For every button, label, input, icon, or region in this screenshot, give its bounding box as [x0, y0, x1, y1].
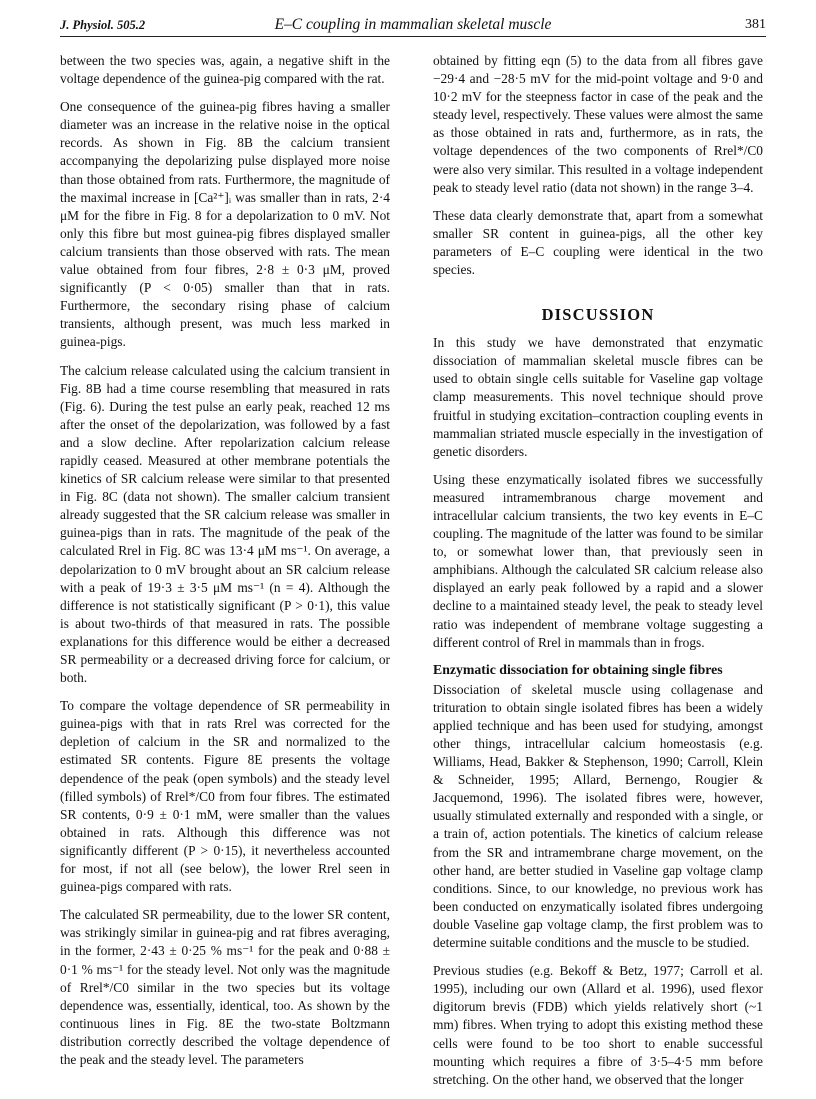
running-header — [60, 14, 766, 37]
paragraph: obtained by fitting eqn (5) to the data from all fibres gave −29·4 and −28·5 mV for the mid-point voltage and 9·0 and 10·2 mV for the steepness factor in case of the peak and the steady level, respectively. These values were almost the same as those obtained in rats and, furthermore, as in rats, the voltage dependences of the two components of Rrel*/C0 were also very similar. This resulted in a voltage independent peak to steady level ratio (data not shown) in the range 3–4. — [433, 53, 763, 195]
paragraph: Using these enzymatically isolated fibres we successfully measured intramembranous charge movement and intracellular calcium transients, the two key events in E–C coupling. The magnitude of the latter was found to be similar to, or somewhat lower than, that previously seen in amphibians. Although the calculated SR calcium release also displayed an early peak followed by a rapid and a slower decline to a maintained steady level, the peak to steady level ratio was independent of membrane voltage suggesting a different control of Rrel in mammals than in frogs. — [433, 471, 763, 650]
paragraph: To compare the voltage dependence of SR permeability in guinea-pigs with that in rats Rrel was corrected for the depletion of calcium in the SR and normalized to the estimated SR contents. Figure 8E presents the voltage dependence of the peak (open symbols) and the steady level (filled symbols) of Rrel*/C0 from four fibres. The estimated SR contents, 0·9 ± 0·1 mM, were smaller than the values obtained in rats. Although this difference was not significantly different (P > 0·15), it nevertheless accounted for most, if not all (see below), the lower Rrel seen in guinea-pigs compared with rats. — [60, 698, 390, 895]
discussion-heading: DISCUSSION — [541, 305, 655, 325]
paragraph: One consequence of the guinea-pig fibres having a smaller diameter was an increase in the relative noise in the optical records. As shown in Fig. 8B the calcium transient accompanying the depolarizing pulse displayed more noise than those obtained from rats. Furthermore, the magnitude of the maximal increase in [Ca²⁺]ᵢ was smaller than in rats, 2·4 μM for the fibre in Fig. 8 for a depolarization to 0 mV. Not only this fibre but most guinea-pig fibres displayed smaller calcium transients than those observed with rats. The mean value obtained from four fibres, 2·8 ± 0·3 μM, proved significantly (P < 0·05) smaller than that in rats. Furthermore, the secondary rising phase of calcium transients, although present, was much less marked in guinea-pigs. — [60, 99, 390, 350]
page-number: 381 — [745, 17, 766, 32]
paragraph: In this study we have demonstrated that enzymatic dissociation of mammalian skeletal muscle fibres can be used to obtain single cells suitable for Vaseline gap voltage clamp measurements. This novel technique should prove fruitful in studying excitation–contraction coupling events in mammalian striated muscle especially in the investigation of genetic disorders. — [433, 335, 763, 459]
paragraph: These data clearly demonstrate that, apart from a somewhat smaller SR content in guinea-pigs, all the other key parameters of E–C coupling were identical in the two species. — [433, 207, 763, 278]
right-column — [433, 52, 763, 1099]
paragraph: Previous studies (e.g. Bekoff & Betz, 1977; Carroll et al. 1995), including our own (Allard et al. 1996), used flexor digitorum brevis (FDB) which yields relatively short (~1 mm) fibres. When trying to adopt this existing method these cells were found to be too short to enable successful mounting which requires a fibre of 3·5–4·5 mm before stretching. On the other hand, we observed that the longer — [433, 963, 763, 1087]
paragraph: between the two species was, again, a negative shift in the voltage dependence of the guinea-pig compared with the rat. — [60, 53, 390, 87]
left-column — [60, 52, 390, 1079]
section-subheading: Enzymatic dissociation for obtaining single fibres — [433, 661, 723, 677]
paragraph: The calculated SR permeability, due to the lower SR content, was strikingly similar in guinea-pig and rat fibres averaging, in the former, 2·43 ± 0·25 % ms⁻¹ for the peak and 0·88 ± 0·1 % ms⁻¹ for the steady level. Not only was the magnitude of Rrel*/C0 similar in the two species but its voltage dependence was, essentially, identical, too. As shown by the continuous lines in Fig. 8E the two-state Boltzmann distribution correctly described the voltage dependence of the peak and the steady level. The parameters — [60, 907, 390, 1067]
paragraph: The calcium release calculated using the calcium transient in Fig. 8B had a time course resembling that measured in rats (Fig. 6). During the test pulse an early peak, reached 12 ms after the onset of the depolarization, was followed by a fast and a slow decline. After repolarization calcium release rapidly ceased. Measured at other membrane potentials the kinetics of SR calcium release were similar to that presented in Fig. 8C (data not shown). The smaller calcium transient already suggested that the SR calcium release was smaller in guinea-pigs than in rats. The magnitude of the peak of the calculated Rrel in Fig. 8C was 13·4 μM ms⁻¹. On average, a depolarization to 0 mV brought about an SR calcium release with a peak of 19·3 ± 3·5 μM ms⁻¹ (n = 4). Although the difference is not statistically significant (P > 0·1), this value is about two-thirds of that measured in rats. The possible explanations for this difference would be either a decreased SR permeability or a decreased driving force for calcium, or both. — [60, 362, 390, 686]
paragraph: Dissociation of skeletal muscle using collagenase and trituration to obtain single isolated fibres has been a widely applied technique and has been used for studying, amongst other things, intracellular calcium homeostasis (e.g. Williams, Head, Bakker & Stephenson, 1990; Carroll, Klein & Schneider, 1995; Allard, Bernengo, Rougier & Jacquemond, 1996). The isolated fibres were, however, usually stimulated externally and responded with a single, or a train of, action potentials. The kinetics of calcium release from the SR and intramembrane charge movement, on the other hand, are better studied in Vaseline gap voltage clamp conditions. Since, to our knowledge, no previous work has been conducted on enzymatically isolated fibres undergoing double Vaseline gap voltage clamp, the first problem was to determine suitable conditions and the muscle to be studied. — [433, 681, 763, 951]
running-title: E–C coupling in mammalian skeletal muscle — [274, 16, 552, 33]
journal-citation: J. Physiol. 505.2 — [60, 18, 146, 32]
